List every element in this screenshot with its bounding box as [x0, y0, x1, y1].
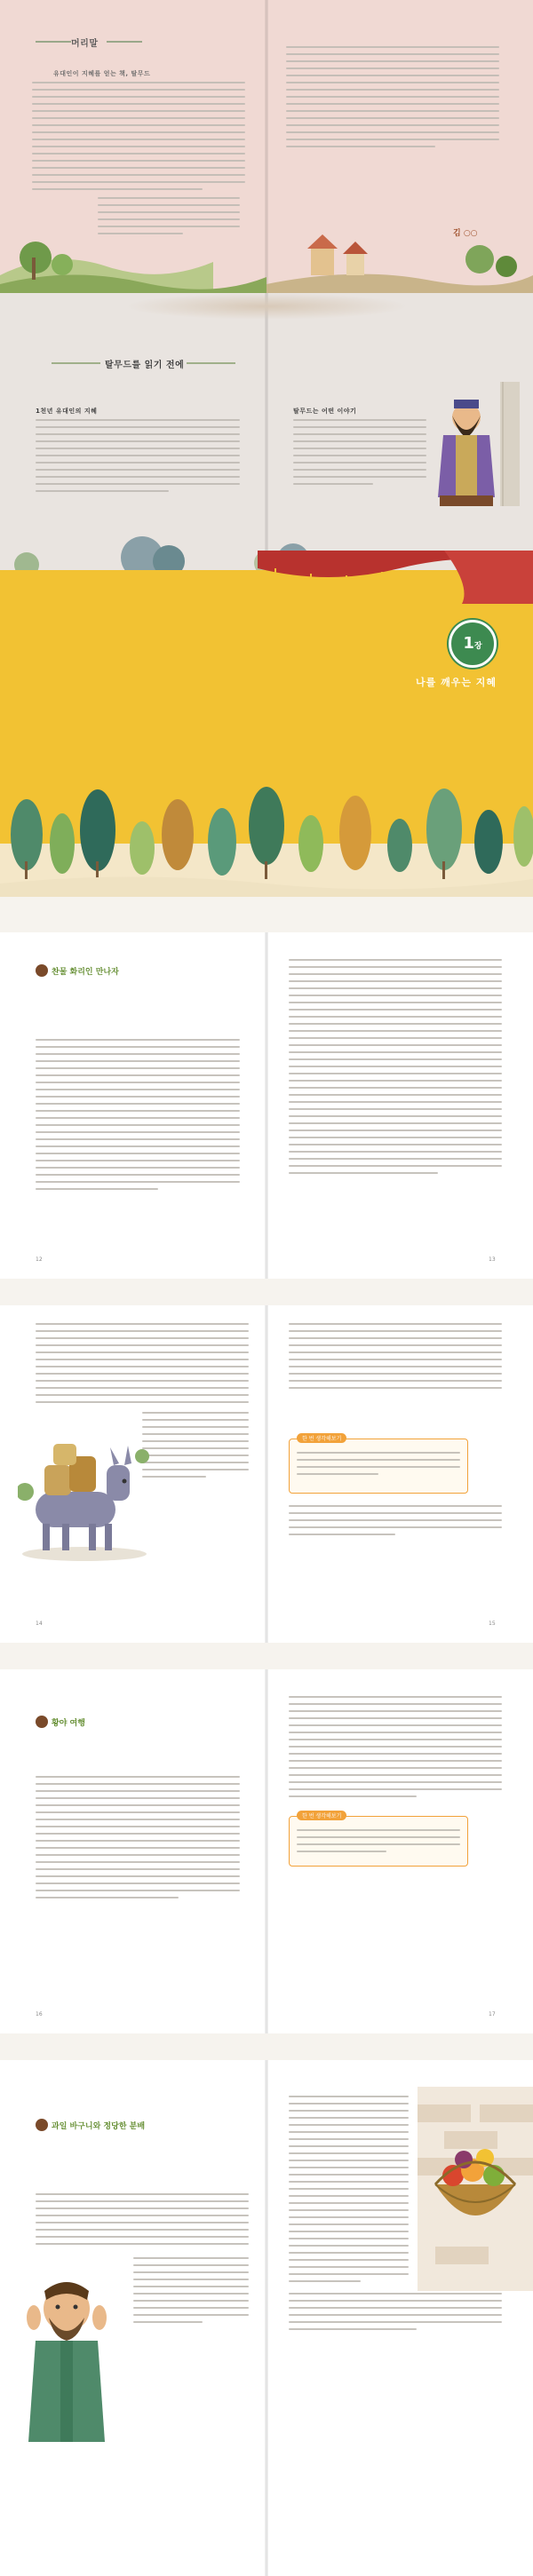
story-left-text [36, 1039, 240, 1195]
stage-curtain-illustration [258, 551, 533, 604]
headline-vine-ornament [107, 41, 142, 43]
story-spread-fruit-basket [0, 2060, 533, 2576]
preface-left-text [32, 82, 245, 195]
page-number-left: 14 [36, 1621, 43, 1627]
headline-vine-ornament [36, 41, 71, 43]
think-about-box [289, 1813, 468, 1867]
chestnut-icon [36, 964, 48, 977]
headline-vine-ornament [187, 362, 235, 364]
top-tree-ornament [124, 293, 409, 320]
chapter-title: 나를 깨우는 지혜 [416, 677, 497, 688]
story-heading-row [36, 2115, 145, 2132]
desert-story-right-text [289, 1696, 502, 1803]
story-heading: 황야 여행 [52, 1719, 85, 1728]
page-gutter [265, 932, 268, 1279]
think-about-box [289, 1436, 468, 1494]
preface-spread [0, 0, 533, 293]
story-heading-row [36, 1712, 85, 1729]
intro-right-text [293, 419, 426, 490]
story-right-text [289, 959, 502, 1179]
page-gutter [265, 1669, 268, 2033]
fruit-story-right-text [289, 2096, 409, 2287]
fruit-story-right-text-bottom [289, 2293, 502, 2335]
think-about-text [297, 1452, 460, 1480]
forest-illustration [0, 737, 533, 897]
story-heading: 찬물 화리인 만나자 [52, 968, 119, 977]
page-gutter [265, 1305, 268, 1643]
chapter-badge [449, 620, 497, 668]
intro-headline: 탈무드를 읽기 전에 [105, 361, 185, 370]
preface-signature: 김 ○○ [453, 229, 478, 238]
donkey-with-sacks-illustration [18, 1430, 151, 1563]
think-about-tag: 한 번 생각해보기 [297, 1811, 346, 1820]
chapter-forest-spread [0, 737, 533, 897]
story-spread-12-13 [0, 932, 533, 1279]
donkey-story-text-side [142, 1412, 249, 1483]
right-section-heading: 탈무드는 어떤 이야기 [293, 408, 357, 415]
preface-right-text [286, 46, 499, 153]
chapter-suffix: 장 [473, 642, 482, 651]
think-about-tag: 한 번 생각해보기 [297, 1433, 346, 1443]
donkey-story-right-text-bottom [289, 1505, 502, 1541]
page-number-left: 16 [36, 2011, 43, 2017]
fruit-story-left-text-side [133, 2257, 249, 2328]
page-number-right: 13 [489, 1256, 496, 1263]
think-about-text [297, 1829, 460, 1858]
story-heading-row [36, 961, 119, 978]
intro-spread [0, 293, 533, 737]
story-spread-16-17 [0, 1669, 533, 2033]
preface-headline: 머리말 [71, 39, 99, 49]
fruit-story-left-text [36, 2193, 249, 2250]
donkey-story-text-top [36, 1323, 249, 1408]
desert-story-left-text [36, 1776, 240, 1904]
chestnut-icon [36, 1716, 48, 1728]
story-heading: 과일 바구니와 정당한 분배 [52, 2122, 146, 2131]
page-gutter [265, 2060, 268, 2576]
page-number-right: 17 [489, 2011, 496, 2017]
preface-landscape-illustration [0, 213, 533, 293]
headline-vine-ornament [52, 362, 100, 364]
donkey-story-right-text [289, 1323, 502, 1394]
left-section-heading: 1천년 유대인의 지혜 [36, 408, 98, 415]
preface-intro-heading: 유대인이 지혜를 얻는 책, 탈무드 [53, 70, 151, 77]
chestnut-icon [36, 2119, 48, 2131]
intro-left-text [36, 419, 240, 497]
worried-man-illustration [9, 2264, 124, 2442]
story-spread-14-15 [0, 1305, 533, 1643]
fruit-basket-wall-illustration [418, 2087, 533, 2291]
page-number-left: 12 [36, 1256, 43, 1263]
chapter-number: 1 [463, 634, 474, 653]
page-number-right: 15 [489, 1621, 496, 1627]
